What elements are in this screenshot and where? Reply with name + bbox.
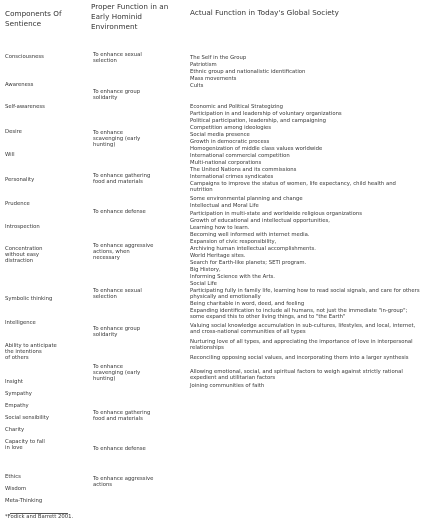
component-item: Consciousness <box>5 54 44 60</box>
activity-item: Expansion of civic responsibility, <box>190 239 277 245</box>
function-item: To enhance gathering food and materials <box>93 410 151 422</box>
function-item: To enhance defense <box>93 446 146 452</box>
activity-item: Participating fully in family life, learning how to read social signals, and care for others physically and emotionally <box>190 288 420 300</box>
activity-item: The United Nations and its commissions <box>190 167 297 173</box>
section-heading: The Self in the Group <box>190 55 247 61</box>
function-item: To enhance sexual selection <box>93 288 142 300</box>
component-item: Introspection <box>5 224 40 230</box>
component-item: Intelligence <box>5 320 36 326</box>
component-item: Desire <box>5 129 22 135</box>
activity-item: Being charitable in word, deed, and feeling <box>190 301 305 307</box>
function-item: To enhance aggressive actions <box>93 476 154 488</box>
component-item: Meta-Thinking <box>5 498 43 504</box>
activity-item: Growth of educational and intellectual opportunities, <box>190 218 330 224</box>
component-item: Wisdom <box>5 486 27 492</box>
activity-item: Patriotism <box>190 62 217 68</box>
activity-item: International crimes syndicates <box>190 174 274 180</box>
function-item: To enhance sexual selection <box>93 52 142 64</box>
component-item: Concentration without easy distraction <box>5 246 43 264</box>
activity-item: Reconciling opposing social values, and incorporating them into a larger synthesis <box>190 355 409 361</box>
activity-item: Some environmental planning and change <box>190 196 303 202</box>
header-actual-function: Actual Function in Today's Global Society <box>190 8 339 17</box>
component-item: Prudence <box>5 201 30 207</box>
component-item: Ethics <box>5 474 21 480</box>
component-item: Symbolic thinking <box>5 296 53 302</box>
section-heading: Social Life <box>190 281 217 287</box>
function-item: To enhance defense <box>93 209 146 215</box>
activity-item: World Heritage sites. <box>190 253 246 259</box>
function-item: To enhance scavenging (early hunting) <box>93 364 141 382</box>
activity-item: Cults <box>190 83 204 89</box>
activity-item: Allowing emotional, social, and spiritual factors to weigh against strictly rational expedient and utilitarian factors <box>190 369 403 381</box>
function-item: To enhance group solidarity <box>93 89 141 101</box>
activity-item: Search for Earth-like planets; SETI program. <box>190 260 307 266</box>
activity-item: Homogenization of middle class values worldwide <box>190 146 323 152</box>
component-item: Social sensibility <box>5 415 49 421</box>
header-proper-function: Proper Function in an Early Hominid Environment <box>91 2 169 31</box>
activity-item: Campaigns to improve the status of women, life expectancy, child health and nutrition <box>190 181 396 193</box>
activity-item: Joining communities of faith <box>190 383 265 389</box>
activity-item: Becoming well informed with internet media. <box>190 232 310 238</box>
header-components: Components Of Sentience <box>5 9 62 28</box>
activity-item: Participation in and leadership of voluntary organizations <box>190 111 342 117</box>
activity-item: Political participation, leadership, and campaigning <box>190 118 326 124</box>
activity-item: International commercial competition <box>190 153 290 159</box>
footnote: *Fodick and Barrett 2001. <box>5 514 74 520</box>
component-item: Empathy <box>5 403 29 409</box>
component-item: Self-awareness <box>5 104 45 110</box>
component-item: Sympathy <box>5 391 32 397</box>
component-item: Personality <box>5 177 35 183</box>
activity-item: Expanding identification to include all humans, not just the immediate "in-group"; some expand this to other living things, and to "the Earth" <box>190 308 408 320</box>
activity-item: Multi-national corporations <box>190 160 262 166</box>
activity-item: Archiving human intellectual accomplishments. <box>190 246 316 252</box>
activity-item: Nurturing love of all types, and appreciating the importance of love in interpersonal relationships <box>190 339 413 351</box>
activity-item: Social media presence <box>190 132 250 138</box>
activity-item: Valuing social knowledge accumulation in sub-cultures, lifestyles, and local, internet, and cross-national communities of all types <box>190 323 416 335</box>
component-item: Capacity to fall in love <box>5 439 45 451</box>
function-item: To enhance scavenging (early hunting) <box>93 130 141 148</box>
activity-item: Competition among ideologies <box>190 125 272 131</box>
activity-item: Ethnic group and nationalistic identification <box>190 69 306 75</box>
component-item: Ability to anticipate the intentions of others <box>5 343 57 361</box>
component-item: Charity <box>5 427 25 433</box>
section-heading: Economic and Political Strategizing <box>190 104 284 110</box>
activity-item: Informing Science with the Arts. <box>190 274 275 280</box>
section-heading: Intellectual and Moral Life <box>190 203 259 209</box>
function-item: To enhance gathering food and materials <box>93 173 151 185</box>
function-item: To enhance group solidarity <box>93 326 141 338</box>
component-item: Awareness <box>5 82 34 88</box>
activity-item: Learning how to learn. <box>190 225 250 231</box>
activity-item: Participation in multi-state and worldwide religious organizations <box>190 211 362 217</box>
component-item: Insight <box>5 379 23 385</box>
function-item: To enhance aggressive actions, when necessary <box>93 243 154 261</box>
activity-item: Mass movements <box>190 76 237 82</box>
component-item: Will <box>5 152 15 158</box>
activity-item: Big History, <box>190 267 221 273</box>
activity-item: Growth in democratic process <box>190 139 270 145</box>
